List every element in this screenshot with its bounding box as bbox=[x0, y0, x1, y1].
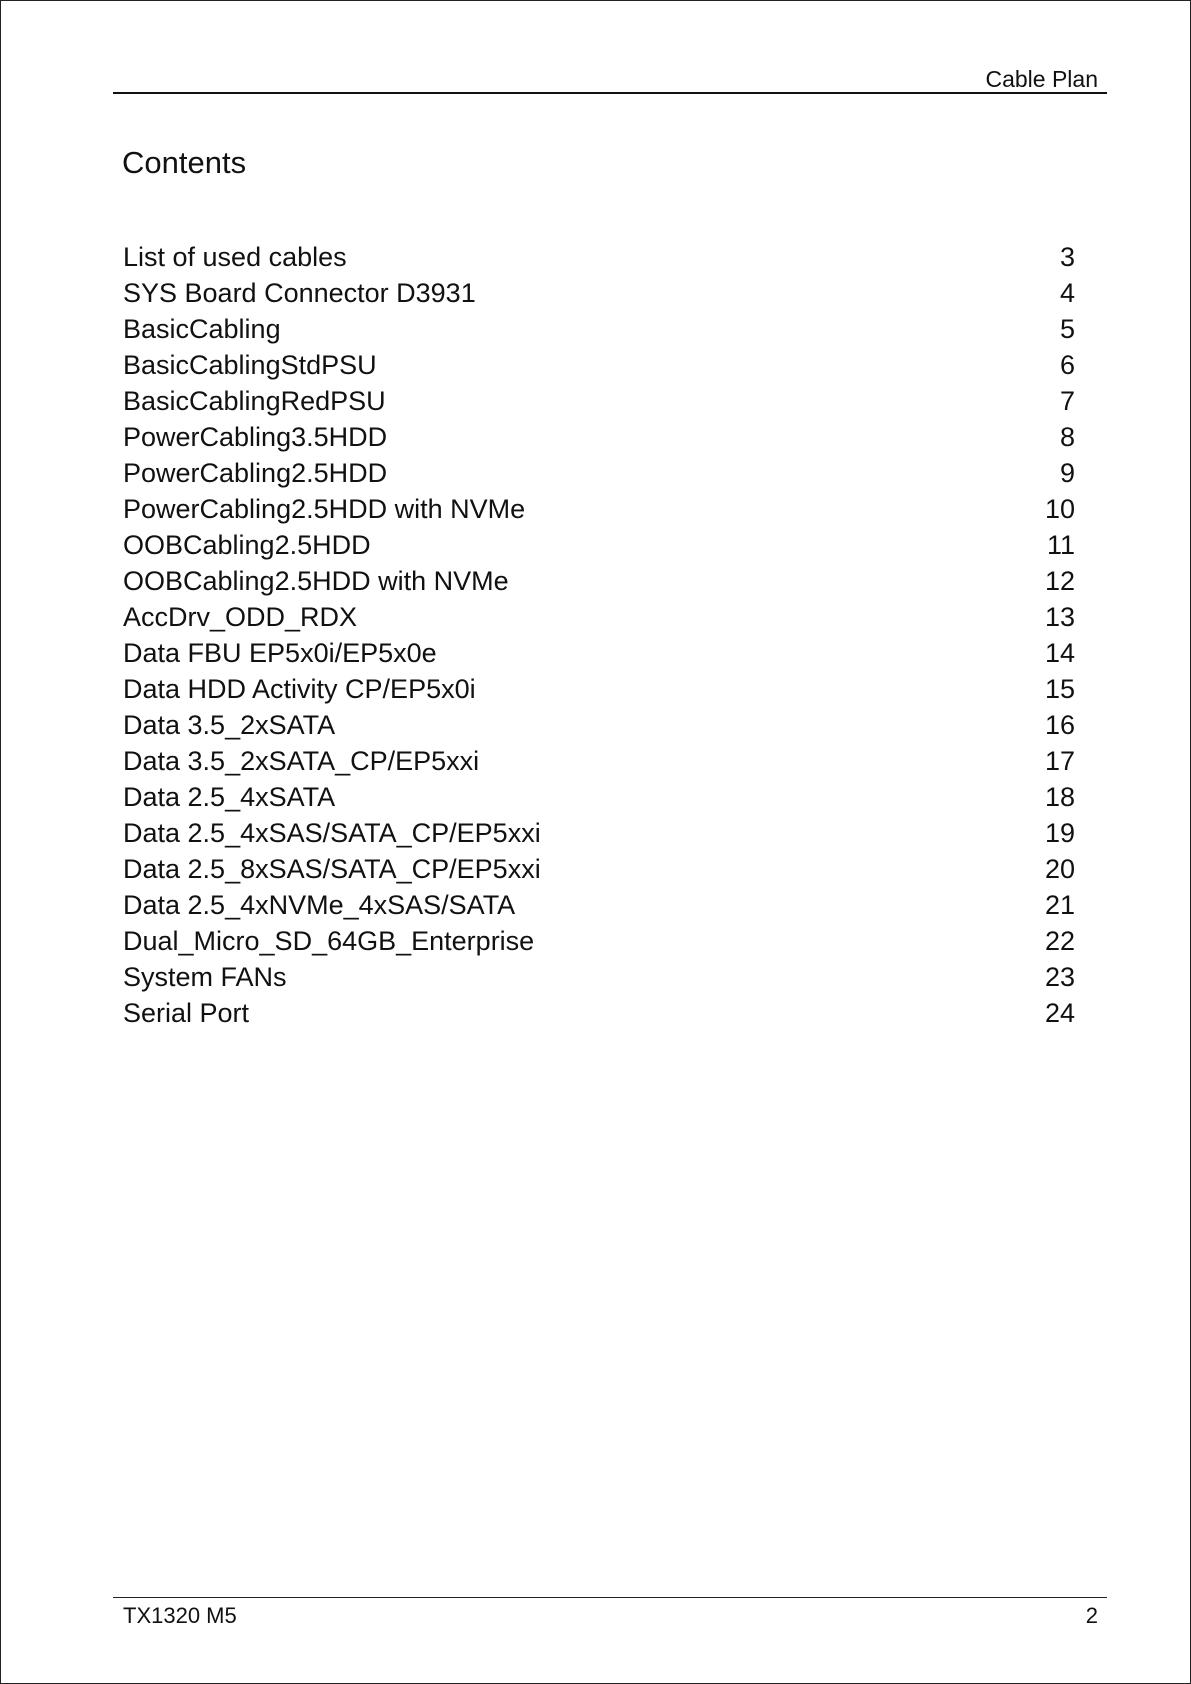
toc-entry-label: BasicCabling bbox=[123, 314, 281, 344]
toc-entry-page: 8 bbox=[1059, 422, 1075, 452]
toc-entry-data-3-5-2xsata[interactable] bbox=[123, 707, 1075, 743]
toc-entry-page: 16 bbox=[1044, 710, 1075, 740]
toc-entry-page: 20 bbox=[1044, 854, 1075, 884]
header-divider bbox=[113, 92, 1107, 94]
toc-entry-data-fbu[interactable] bbox=[123, 635, 1075, 671]
toc-entry-oob-cabling-2-5-hdd[interactable] bbox=[123, 527, 1075, 563]
toc-entry-page: 9 bbox=[1059, 458, 1075, 488]
toc-entry-power-cabling-2-5-hdd-nvme[interactable] bbox=[123, 491, 1075, 527]
toc-entry-serial-port[interactable] bbox=[123, 995, 1075, 1031]
toc-entry-power-cabling-3-5-hdd[interactable] bbox=[123, 419, 1075, 455]
toc-entry-page: 21 bbox=[1044, 890, 1075, 920]
toc-entry-label: OOBCabling2.5HDD bbox=[123, 530, 371, 560]
toc-entry-label: Serial Port bbox=[123, 998, 250, 1028]
toc-entry-page: 22 bbox=[1044, 926, 1075, 956]
toc-entry-data-hdd-activity[interactable] bbox=[123, 671, 1075, 707]
toc-entry-page: 10 bbox=[1044, 494, 1075, 524]
toc-entry-page: 15 bbox=[1044, 674, 1075, 704]
toc-entry-label: PowerCabling3.5HDD bbox=[123, 422, 388, 452]
toc-entry-basic-cabling-std-psu[interactable] bbox=[123, 347, 1075, 383]
toc-entry-page: 14 bbox=[1044, 638, 1075, 668]
contents-heading: Contents bbox=[122, 145, 247, 180]
toc-entry-data-2-5-8xsas-sata[interactable] bbox=[123, 851, 1075, 887]
toc-entry-data-2-5-4xsas-sata[interactable] bbox=[123, 815, 1075, 851]
header-title: Cable Plan bbox=[985, 66, 1098, 92]
toc-entry-system-fans[interactable] bbox=[123, 959, 1075, 995]
toc-entry-page: 12 bbox=[1044, 566, 1075, 596]
toc-entry-label: AccDrv_ODD_RDX bbox=[123, 602, 358, 632]
toc-entry-page: 24 bbox=[1044, 998, 1075, 1028]
toc-entry-basic-cabling[interactable] bbox=[123, 311, 1075, 347]
toc-entry-label: BasicCablingRedPSU bbox=[123, 386, 386, 416]
toc-entry-page: 7 bbox=[1059, 386, 1075, 416]
toc-entry-label: Data 3.5_2xSATA bbox=[123, 710, 336, 740]
toc-entry-label: Data 2.5_4xSAS/SATA_CP/EP5xxi bbox=[123, 818, 541, 848]
footer-page-number: 2 bbox=[1085, 1603, 1098, 1628]
toc-entry-page: 18 bbox=[1044, 782, 1075, 812]
toc-entry-page: 19 bbox=[1044, 818, 1075, 848]
toc-entry-label: List of used cables bbox=[123, 242, 347, 272]
table-of-contents bbox=[123, 239, 1075, 1031]
toc-entry-basic-cabling-red-psu[interactable] bbox=[123, 383, 1075, 419]
toc-entry-page: 11 bbox=[1046, 530, 1075, 560]
toc-entry-oob-cabling-2-5-hdd-nvme[interactable] bbox=[123, 563, 1075, 599]
toc-entry-label: Data 3.5_2xSATA_CP/EP5xxi bbox=[123, 746, 480, 776]
toc-entry-page: 5 bbox=[1059, 314, 1075, 344]
toc-entry-label: PowerCabling2.5HDD bbox=[123, 458, 388, 488]
toc-entry-label: OOBCabling2.5HDD with NVMe bbox=[123, 566, 509, 596]
toc-entry-label: PowerCabling2.5HDD with NVMe bbox=[123, 494, 526, 524]
toc-entry-data-2-5-4xsata[interactable] bbox=[123, 779, 1075, 815]
toc-entry-list-of-used-cables[interactable] bbox=[123, 239, 1075, 275]
toc-entry-label: Data 2.5_4xNVMe_4xSAS/SATA bbox=[123, 890, 516, 920]
toc-entry-dual-micro-sd[interactable] bbox=[123, 923, 1075, 959]
toc-entry-acc-drv-odd-rdx[interactable] bbox=[123, 599, 1075, 635]
toc-entry-page: 4 bbox=[1059, 278, 1075, 308]
toc-entry-label: SYS Board Connector D3931 bbox=[123, 278, 476, 308]
toc-entry-page: 3 bbox=[1059, 242, 1075, 272]
toc-entry-label: System FANs bbox=[123, 962, 287, 992]
toc-entry-page: 6 bbox=[1059, 350, 1075, 380]
footer-divider bbox=[113, 1597, 1107, 1598]
toc-entry-data-2-5-4xnvme[interactable] bbox=[123, 887, 1075, 923]
toc-entry-page: 13 bbox=[1044, 602, 1075, 632]
toc-entry-sys-board-connector[interactable] bbox=[123, 275, 1075, 311]
toc-entry-power-cabling-2-5-hdd[interactable] bbox=[123, 455, 1075, 491]
toc-entry-label: Data 2.5_4xSATA bbox=[123, 782, 336, 812]
toc-entry-data-3-5-2xsata-cp[interactable] bbox=[123, 743, 1075, 779]
footer-model: TX1320 M5 bbox=[123, 1603, 237, 1628]
toc-entry-label: Dual_Micro_SD_64GB_Enterprise bbox=[123, 926, 535, 956]
toc-entry-page: 17 bbox=[1044, 746, 1075, 776]
toc-entry-page: 23 bbox=[1044, 962, 1075, 992]
toc-entry-label: Data 2.5_8xSAS/SATA_CP/EP5xxi bbox=[123, 854, 541, 884]
toc-entry-label: Data FBU EP5x0i/EP5x0e bbox=[123, 638, 437, 668]
toc-entry-label: BasicCablingStdPSU bbox=[123, 350, 377, 380]
toc-entry-label: Data HDD Activity CP/EP5x0i bbox=[123, 674, 476, 704]
